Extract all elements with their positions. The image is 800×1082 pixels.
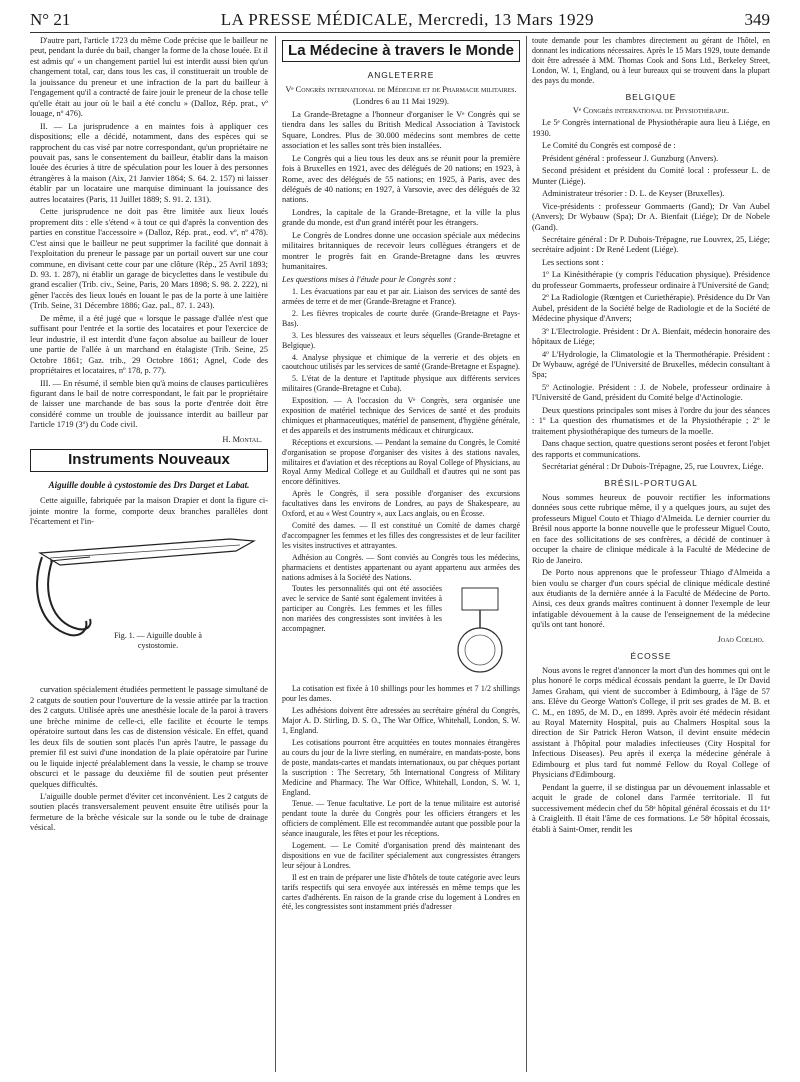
paragraph: Les adhésions doivent être adressées au secrétaire général du Congrès, Major A. D. Stirling, D. S. O., The War Office, Whitehall, London, S. W. 1, England. bbox=[282, 706, 520, 736]
list-item: 2. Les fièvres tropicales de courte durée (Grande-Bretagne et Pays-Bas). bbox=[282, 308, 520, 328]
list-item: 4º L'Hydrologie, la Climatologie et la Thermothérapie. Président : Dr Wybauw, agrégé de l'Université de Bruxelles, médecin consultant à Spa; bbox=[532, 349, 770, 380]
country-heading: BELGIQUE bbox=[625, 91, 677, 102]
figure-needle bbox=[30, 531, 268, 681]
list-item: 4. Analyse physique et chimique de la verrerie et des objets en caoutchouc utilisés par les services de santé (Grande-Bretagne et Espagne). bbox=[282, 352, 520, 372]
figure-caption: Fig. 1. — Aiguille double à cystostomie. bbox=[114, 631, 202, 651]
paragraph: Comité des dames. — Il est constitué un Comité de dames chargé d'accompagner les femmes et les filles des congressistes et de leur faciliter les visites instructives et attrayantes. bbox=[282, 521, 520, 550]
paragraph: Le 5ᵉ Congrès international de Physiothérapie aura lieu à Liége, en 1930. bbox=[532, 118, 770, 138]
congress-title: Vᵉ Congrès international de Médecine et de Pharmacie militaires. bbox=[285, 84, 517, 94]
paragraph: II. — La jurisprudence a en maintes fois à appliquer ces dispositions; elle a décidé, notamment, dans des espèces qui se rapprochent du cas visé par notre correspondant, qu'un propriétaire ne pouvait pas, sans le consentement du bailleur, établir dans la maison louée des écuries à titre de spéculation pour les louer à des personnes étrangères à la maison (Aix, 21 Janvier 1864; S. 64. 2. 157) ni laisser établir par un locataire une marquise diminuant la jouissance des autres locataires (Paris, 11 Juillet 1889; S. 91. 2. 131). bbox=[30, 121, 268, 204]
paragraph: curvation spécialement étudiées permettent le passage simultané de 2 catguts de soutien pour l'ouverture de la vessie attirée par la traction des 2 catguts. Utilisée après une anesthésie locale de la paroi à travers une brèche minime de celle-ci, elle facilite et écourte le temps opératoire surtout dans les cas de distension vésicale. En effet, quand les deux fils de soutien sont placés l'un après l'autre, le passage du premier fil est suivi d'une inondation de la plaie opératoire par l'urine ou le liquide injecté préalablement dans la vessie, le champ se trouve obscurci et le passage du deuxième fil de soutien peut présenter quelques difficultés. bbox=[30, 685, 268, 789]
paragraph: Tenue. — Tenue facultative. Le port de la tenue militaire est autorisé pendant toute la durée du Congrès pour les officiers étrangers et les officiers de complément. Elle est recommandée autant que possible pour la séance inaugurale, les fêtes et pour les réceptions. bbox=[282, 799, 520, 839]
paragraph: Administrateur trésorier : D. L. de Keyser (Bruxelles). bbox=[542, 189, 725, 199]
paragraph: Nous sommes heureux de pouvoir rectifier les informations données sous cette rubrique même, il y a quelques jours, au sujet des professeurs Miguel Couto et Thiago d'Almeida. Le dernier courrier du Brésil nous apporte la bonne nouvelle que le professeur Miguel Couto, en face des sollicitations de ses confrères, a décidé de continuer à occuper la chaire de clinique médicale à la Faculté de Médecine de Rio de Janeiro. bbox=[532, 492, 770, 565]
paragraph: Après le Congrès, il sera possible d'organiser des excursions facultatives dans les environs de Londres, au pays de Shakespeare, au Oxford, et au « West Country », aux Lacs anglais, ou en Écosse. bbox=[282, 489, 520, 519]
paragraph: Toutes les personnalités qui ont été associées avec le service de Santé sont également invitées à participer au Congrès. Les femmes et les filles non mariées des congressistes sont invitées à les accompagner. bbox=[282, 584, 442, 634]
paragraph: La Grande-Bretagne a l'honneur d'organiser le Vᵉ Congrès qui se tiendra dans les salles du British Medical Association à Tavistock Square, Londres. Plus de 30.000 médecins sont membres de cette association et les salles sont très bien installées. bbox=[282, 109, 520, 151]
paragraph: Secrétaire général : Dr P. Dubois-Trépagne, rue Louvrex, 25, Liége; secrétaire adjoint : Dr René Ledent (Liége). bbox=[532, 234, 770, 255]
paragraph: Pendant la guerre, il se distingua par un dévouement inlassable et acquit le grade de colonel dans l'armée territoriale. Il fut successivement médecin chef du 58ᵉ hôpital général écossais et du 11ᵉ à Craigleith. Il était l'âme de ces formations. Le 58ᵉ hôpital écossais, établi à Saint-Omer, rendit les bbox=[532, 782, 770, 834]
country-heading: ÉCOSSE bbox=[630, 651, 672, 662]
section-heading-instruments: Instruments Nouveaux bbox=[30, 449, 268, 471]
questions-heading: Les questions mises à l'étude pour le Congrès sont : bbox=[282, 274, 457, 284]
column-rule bbox=[275, 36, 276, 1072]
column-left bbox=[30, 36, 268, 836]
section-heading-world: La Médecine à travers le Monde bbox=[282, 40, 520, 62]
list-item: 3º L'Electrologie. Président : Dr A. Bienfait, médecin honoraire des hôpitaux de Liége; bbox=[532, 326, 770, 347]
paragraph: Second président et président du Comité local : professeur L. de Munter (Liége). bbox=[532, 166, 770, 186]
list-item: 2º La Radiologie (Rœntgen et Curiethérapie). Présidence du Dr Van Aubel, président de la Société belge de Radiologie et de la Société de Médecine physique d'Anvers; bbox=[532, 293, 770, 324]
paragraph: Président général : professeur J. Gunzburg (Anvers). bbox=[542, 153, 719, 163]
paragraph: D'autre part, l'article 1723 du même Code précise que le bailleur ne peut, pendant la durée du bail, changer la forme de la chose louée. Et il est admis qu' « un changement partiel lui est interdit aussi bien qu'un changement total, car, dans tous les cas, il constituerait un trouble de la jouissance du preneur et une infraction de la part du bailleur à l'engagement qu'il a contracté de faire jouir le preneur de la chose telle qu'elle était au jour où le bail a été conclu » (Dalloz, Rép. prat., vº louage, nº 476). bbox=[30, 36, 268, 119]
paragraph: Les sections sont : bbox=[542, 257, 604, 267]
paragraph: Il est en train de préparer une liste d'hôtels de toute catégorie avec leurs tarifs respectifs qui sera envoyée aux intéressés en même temps que les cartes d'adhérents. En raison de la grande crise du logement à Londres en été, les congressistes sont instamment priés d'adresser bbox=[282, 872, 520, 912]
paragraph: Le Congrès qui a lieu tous les deux ans se réunit pour la première fois à Bruxelles en 1921, avec des délégués de 20 nations; en 1923, à Rome, avec des délégués de 55 nations; en 1925, à Paris, avec des délégués de 40 nations; en 1927, à Varsovie, avec des délégués de 32 nations. bbox=[282, 153, 520, 205]
list-item: 3. Les blessures des vaisseaux et leurs séquelles (Grande-Bretagne et Belgique). bbox=[282, 330, 520, 350]
paragraph: Le Comité du Congrès est composé de : bbox=[542, 141, 676, 151]
signature: Joao Coelho. bbox=[717, 634, 764, 644]
column-middle bbox=[282, 36, 520, 914]
paragraph: L'aiguille double permet d'éviter cet inconvénient. Les 2 catguts de soutien placés transversalement peuvent ensuite être utilisés pour la fermeture de la brèche vésicale sur la sonde ou le tube de drainage vésical. bbox=[30, 792, 268, 833]
congress-title: Vᵉ Congrès international de Physiothérapie. bbox=[572, 105, 730, 115]
list-item: 1. Les évacuations par eau et par air. Liaison des services de santé des armées de terre et de mer (Grande-Bretagne et France). bbox=[282, 287, 520, 306]
list-item: 5º Actinologie. Président : J. de Nobele, professeur ordinaire à l'Université de Gand, président du Comité belge d'Actinologie. bbox=[532, 382, 770, 403]
paragraph: Dans chaque section, quatre questions seront posées et feront l'objet des rapports et communications. bbox=[532, 439, 770, 459]
country-heading: BRÉSIL-PORTUGAL bbox=[604, 478, 698, 489]
paragraph: Réceptions et excursions. — Pendant la semaine du Congrès, le Comité d'organisation se propose d'organiser des visites à des stations navales, militaires et d'aviation et des réceptions au Royal College of Physicians, au Royal Army Medical College et au Guildhall et d'autres qui ne sont pas encore définitives. bbox=[282, 437, 520, 487]
paragraph: Adhésion au Congrès. — Sont conviés au Congrès tous les médecins, pharmaciens et dentistes appartenant ou ayant appartenu aux armées des nations admises à la Société des Nations. bbox=[282, 552, 520, 582]
page-number-right: 349 bbox=[744, 10, 770, 29]
paragraph: De même, il a été jugé que « lorsque le passage d'allée n'est que suffisant pour l'entrée et la sortie des locataires et pour l'exercice de leur industrie, il est interdit d'une façon absolue au bailleur de louer une partie de l'allée à un marchand en étalagiste (Trib. Seine, 25 Octobre 1861; Gaz. trib., 29 Octobre 1861; Agnel, Code des propriétaires et locataires, nº 178, p. 77). bbox=[30, 313, 268, 376]
column-right bbox=[532, 36, 770, 837]
list-item: 1º La Kinésithérapie (y compris l'éducation physique). Présidence du professeur Gommaerts, professeur ordinaire à l'Université de Gand; bbox=[532, 270, 770, 290]
paragraph: Cette aiguille, fabriquée par la maison Drapier et dont la figure ci-jointe montre la forme, comporte deux branches parallèles dont l'écartement et l'in- bbox=[30, 496, 268, 527]
paragraph: Logement. — Le Comité d'organisation prend dès maintenant des dispositions en vue de faciliter spécialement aux congressistes étrangers leur séjour à Londres. bbox=[282, 841, 520, 870]
article-subtitle: Aiguille double à cystostomie des Drs Darget et Labat. bbox=[48, 479, 250, 490]
signature: H. Montal. bbox=[222, 434, 262, 444]
country-heading: ANGLETERRE bbox=[367, 70, 435, 81]
list-item: 5. L'état de la denture et l'aptitude physique aux différents services militaires (Grande-Bretagne et Cuba). bbox=[282, 374, 520, 394]
paragraph: Londres, la capitale de la Grande-Bretagne, et la ville la plus grande du monde, est d'un grand intérêt pour les étrangers. bbox=[282, 207, 520, 228]
paragraph: Deux questions principales sont mises à l'ordre du jour des séances : 1º La question des rhumatismes et de la Physiothérapie ; 2º le traitement physiothérapique des tumeurs de la moelle. bbox=[532, 405, 770, 436]
column-rule bbox=[526, 36, 527, 1072]
running-header bbox=[30, 8, 770, 33]
paragraph: La cotisation est fixée à 10 shillings pour les hommes et 7 1/2 shillings pour les dames. bbox=[282, 684, 520, 704]
paragraph: Vice-présidents : professeur Gommaerts (Gand); Dr Van Aubel (Anvers); Dr Wybauw (Spa); Dr A. Bienfait (Liége); Dr de Nobele (Gand). bbox=[532, 201, 770, 232]
paragraph: Le Congrès de Londres donne une occasion spéciale aux médecins militaires britanniques de recevoir leurs collègues étrangers et de montrer le progrès fait en Grande-Bretagne dans les œuvres humanitaires. bbox=[282, 230, 520, 272]
congress-medal-illustration bbox=[442, 584, 520, 684]
paragraph: Nous avons le regret d'annoncer la mort d'un des hommes qui ont le plus honoré le corps médical écossais pendant la guerre, le Dr David James Graham, qui vient de succomber à Edimbourg, à l'âge de 57 ans. Elève du George Watton's College, il prit ses grades de M. B. et C. M., en 1895, de M. D., en 1899. Après avoir été médecin résidant au Royal Maternity Hospital, puis au Chalmers Hospital sous la direction de Sir Patrick Heron Watson, il devint ensuite médecin assistant à l'hôpital pour maladies infectieuses (City Hospital for Infectious Diseases). Peu après il exerça la médecine générale à Edimbourg et plus tard fut nommé Fellow du Royal College of Physicians d'Edimbourg. bbox=[532, 665, 770, 780]
paragraph: Cette jurisprudence ne doit pas être limitée aux lieux loués proprement dits : elle s'étend « à tout ce qui d'après la convention des parties en constitue l'accessoire » (Dalloz, Rép. prat., eod. vº, nº 478). C'est ainsi que le bailleur ne peut supprimer la facilité que donnait à l'exploitation du preneur le passage par un portail ouvert sur une cour commune, en divisant cette cour par une clôture (Rép., 25 Avril 1893; D. 93. 1. 287), ni établir un garage de bicyclettes dans le vestibule du grand escalier (Trib. civ., Seine, Paris, 20 Mars 1898; S. 98. 2. 222), ni gêner l'accès des lieux loués en louant le pas de la porte à une laitière (Trib. Seine, 31 Décembre 1886; Gaz. pal., 87. 1. 243). bbox=[30, 207, 268, 311]
paragraph: Les cotisations pourront être acquittées en toutes monnaies étrangères au cours du jour de la livre sterling, en numéraire, en mandats-poste, bons de poste, mandats-cartes et mandats internationaux, ou par chèques portant la suscription : The Secretary, 5th International Congress of Military Medicine and Pharmacy. The War Office, Whitehall, London, S. W. 1, England. bbox=[282, 737, 520, 797]
journal-title: LA PRESSE MÉDICALE, Mercredi, 13 Mars 1929 bbox=[220, 10, 595, 29]
paragraph: De Porto nous apprenons que le professeur Thiago d'Almeida a bien voulu se charger d'un cours spécial de clinique médicale destiné aux étudiants de la dernière année à la Faculté de Médecine de Porto. Ainsi, ces deux grands maîtres continuent à donner l'exemple de leur infatigable dévouement à la cause de l'enseignement de la médecine qu'ils ont tant honoré. bbox=[532, 568, 770, 630]
paragraph: toute demande pour les chambres directement au gérant de l'hôtel, en donnant les indications nécessaires. Après le 15 Mars 1929, toute demande doit être adressée à MM. Thomas Cook and Sons Ltd., Berkeley Street, London, W. 1, England, ou à leur bureaux qui se trouvent dans la plupart des pays du monde. bbox=[532, 36, 770, 85]
paragraph: Secrétariat général : Dr Dubois-Trépagne, 25, rue Louvrex, Liége. bbox=[542, 462, 764, 472]
congress-dates: (Londres 6 au 11 Mai 1929). bbox=[353, 97, 449, 107]
double-needle-illustration bbox=[30, 531, 268, 681]
paragraph: III. — En résumé, il semble bien qu'à moins de clauses particulières figurant dans le bail de notre correspondant, le fait par le propriétaire de laisser une marchande de bas sous la porte d'entrée doit être considéré comme un trouble de jouissance interdit au bailleur par l'article 1719 (3º) du Code civil. bbox=[30, 378, 268, 430]
page-number-left: N° 21 bbox=[30, 10, 71, 29]
paragraph: Exposition. — A l'occasion du Vᵉ Congrès, sera organisée une exposition de matériel technique des Services de santé et des produits chimiques et pharmaceutiques, matériel de pansement, d'hygiène générale, et des appareils et des instruments médicaux et chirurgicaux. bbox=[282, 396, 520, 435]
